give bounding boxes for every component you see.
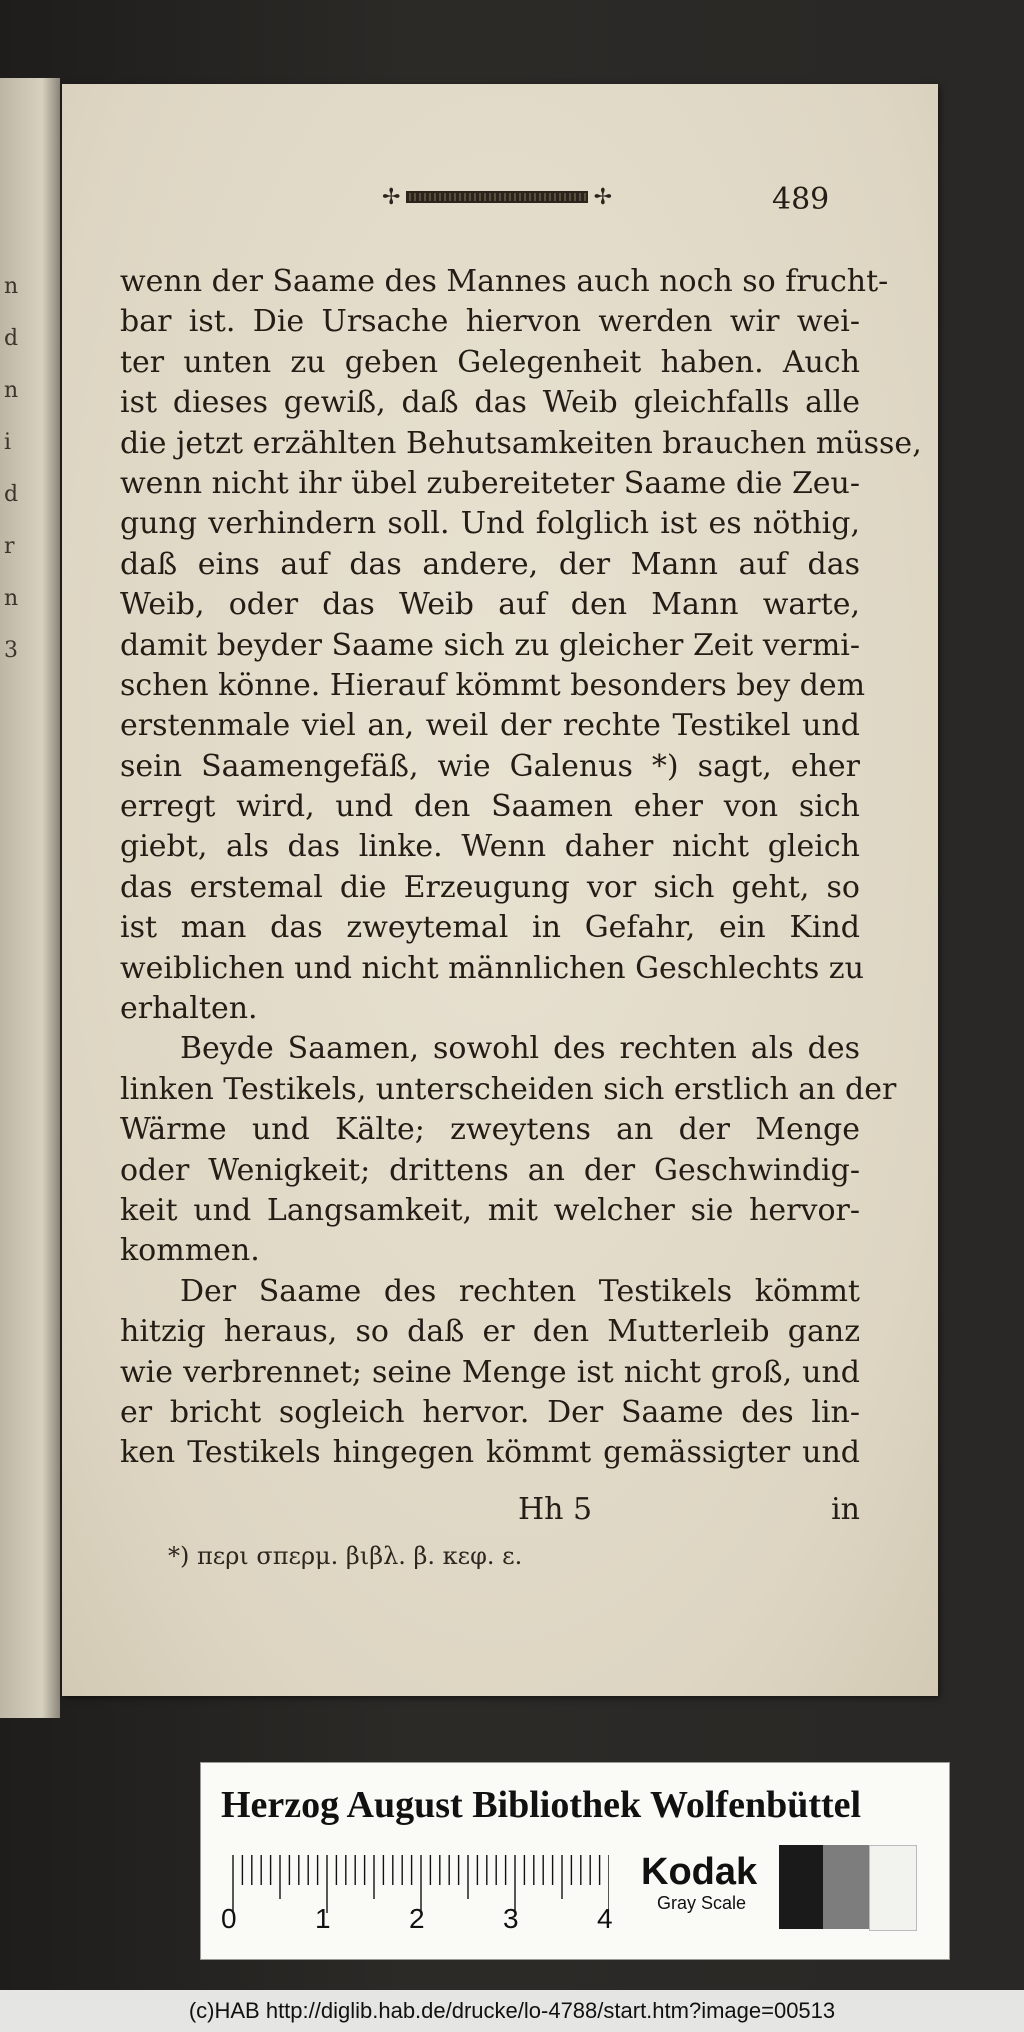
ruler-number: 1 — [315, 1903, 331, 1934]
facing-page-letter: n — [4, 274, 19, 299]
text-line: Wärme und Kälte; zweytens an der Menge — [120, 1112, 860, 1148]
text-line: schen könne. Hierauf kömmt besonders bey dem — [120, 667, 866, 703]
header-ornament — [382, 184, 612, 210]
copyright-footer: (c)HAB http://diglib.hab.de/drucke/lo-4788/start.htm?image=00513 — [0, 1990, 1024, 2032]
ruler-number: 3 — [503, 1903, 519, 1934]
text-line: damit beyder Saame sich zu gleicher Zeit vermi- — [120, 627, 860, 663]
text-line: Beyde Saamen, sowohl des rechten als des — [180, 1031, 860, 1067]
ruler-number: 0 — [221, 1903, 237, 1934]
text-line: keit und Langsamkeit, mit welcher sie hervor- — [120, 1192, 860, 1228]
text-line: ist man das zweytemal in Gefahr, ein Kind — [120, 910, 860, 946]
text-line: die jetzt erzählten Behutsamkeiten brauchen müsse, — [120, 425, 922, 461]
text-line: er bricht sogleich hervor. Der Saame des lin- — [120, 1394, 860, 1430]
text-line: linken Testikels, unterscheiden sich erstlich an der — [120, 1071, 897, 1107]
text-line: oder Wenigkeit; drittens an der Geschwindig- — [120, 1152, 860, 1188]
catchword: in — [831, 1492, 860, 1527]
facing-page-letter: d — [4, 482, 19, 507]
text-line: Weib, oder das Weib auf den Mann warte, — [120, 587, 860, 623]
text-line: das erstemal die Erzeugung vor sich geht, so — [120, 869, 860, 905]
text-line: erregt wird, und den Saamen eher von sich — [120, 789, 860, 825]
text-line: wenn der Saame des Mannes auch noch so frucht- — [120, 264, 889, 299]
text-line: kommen. — [120, 1233, 260, 1269]
page-number: 489 — [772, 182, 830, 217]
color-calibration-card — [200, 1762, 950, 1960]
ruler-number: 4 — [597, 1903, 613, 1934]
text-line: ter unten zu geben Gelegenheit haben. Auch — [120, 344, 860, 380]
text-line: wie verbrennet; seine Menge ist nicht groß, und — [120, 1354, 860, 1390]
text-line: erhalten. — [120, 991, 258, 1027]
text-line: wenn nicht ihr übel zubereiteter Saame die Zeu- — [120, 465, 860, 501]
text-line: sein Saamengefäß, wie Galenus *) sagt, eher — [120, 748, 860, 784]
signature-mark: Hh 5 — [518, 1492, 593, 1527]
facing-page-edge — [0, 78, 60, 1718]
body-text — [120, 262, 922, 1474]
text-line: gung verhindern soll. Und folglich ist es nöthig, — [120, 506, 860, 542]
kodak-logo: Kodak — [641, 1851, 758, 1893]
footnote: *) περι σπερμ. βιβλ. β. κεφ. ε. — [168, 1542, 523, 1570]
text-line: Der Saame des rechten Testikels kömmt — [180, 1273, 860, 1309]
ornament-star-icon: ✢ — [382, 184, 401, 210]
swatch-gray — [823, 1845, 869, 1929]
text-line: erstenmale viel an, weil der rechte Testikel und — [120, 708, 860, 744]
text-line: ist dieses gewiß, daß das Weib gleichfalls alle — [120, 385, 860, 421]
signature-line — [462, 1492, 860, 1532]
swatch-white — [869, 1845, 917, 1931]
ornament-star-icon: ✢ — [593, 184, 612, 210]
text-line: bar ist. Die Ursache hiervon werden wir wei- — [120, 304, 860, 340]
book-page — [62, 84, 938, 1696]
ruler-number: 2 — [409, 1903, 425, 1934]
gray-scale-label: Gray Scale — [657, 1893, 747, 1913]
ornament-bar — [406, 191, 587, 203]
text-line: hitzig heraus, so daß er den Mutterleib ganz — [120, 1314, 860, 1350]
facing-page-letter: n — [4, 378, 19, 403]
facing-page-letter: i — [4, 430, 12, 455]
facing-page-letter: n — [4, 586, 19, 611]
swatch-black — [779, 1845, 823, 1929]
library-name: Herzog August Bibliothek Wolfenbüttel — [221, 1784, 862, 1826]
text-line: ken Testikels hingegen kömmt gemässigter und — [120, 1435, 860, 1471]
facing-page-letter: r — [4, 534, 15, 559]
text-line: weiblichen und nicht männlichen Geschlechts zu — [120, 950, 864, 986]
text-line: daß eins auf das andere, der Mann auf das — [120, 546, 860, 582]
facing-page-letter: 3 — [4, 638, 18, 663]
text-line: giebt, als das linke. Wenn daher nicht gleich — [120, 829, 860, 865]
facing-page-letter: d — [4, 326, 19, 351]
